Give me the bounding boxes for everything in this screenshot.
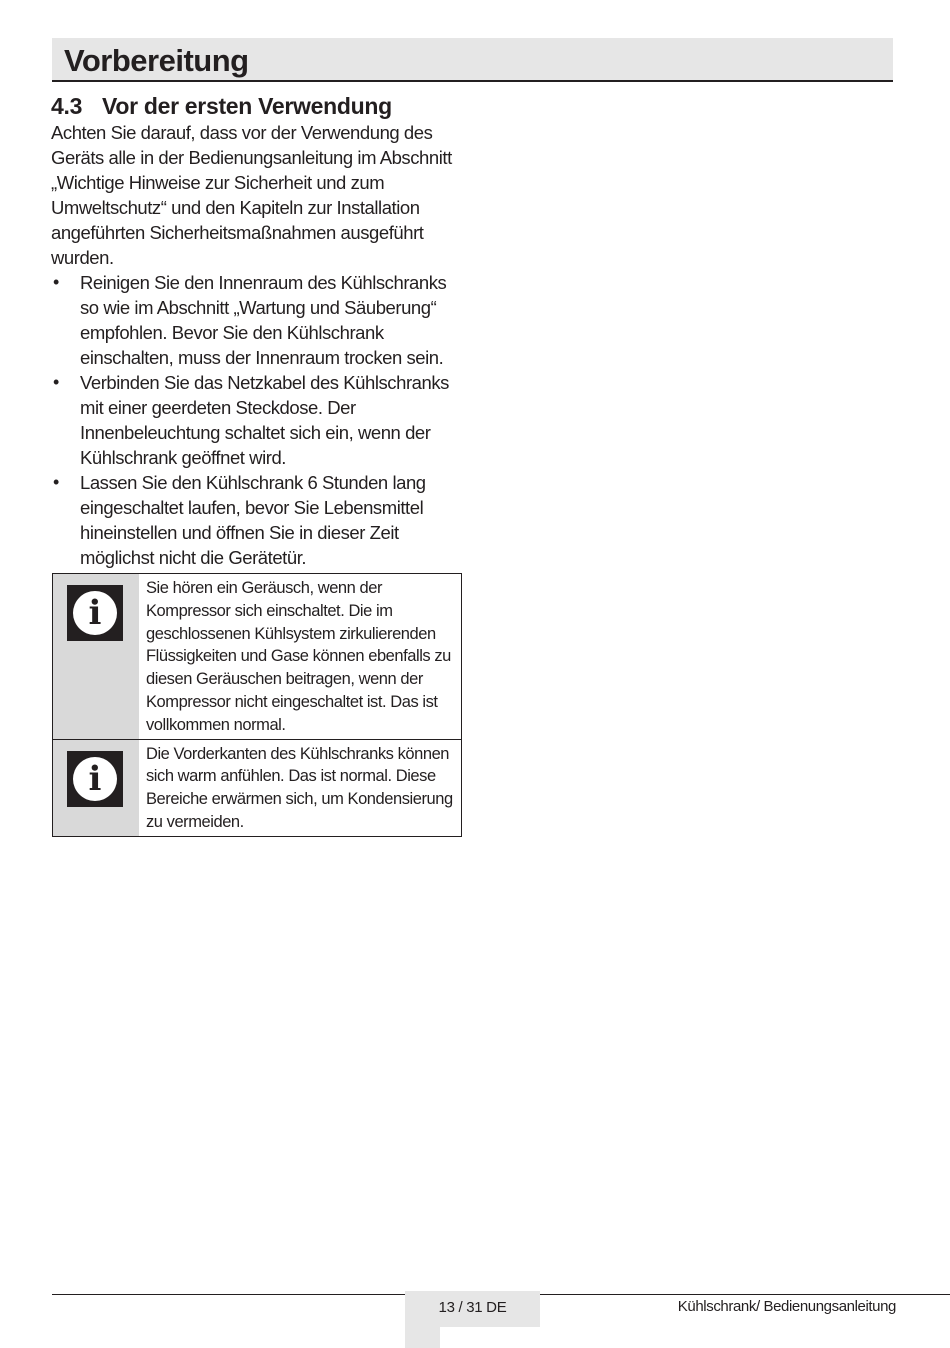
chapter-header bbox=[52, 38, 893, 82]
note-row bbox=[53, 574, 461, 739]
notes-table bbox=[52, 573, 462, 837]
intro-paragraph: Achten Sie darauf, dass vor der Verwendung des Geräts alle in der Bedienungsanleitung im Abschnitt „Wichtige Hinweise zur Sicherheit und zum Umweltschutz“ und den Kapiteln zur Installation angeführten Sicherheitsmaßnahmen ausgeführt wurden. bbox=[51, 122, 452, 268]
note-icon-cell bbox=[53, 574, 139, 739]
page-number: 13 / 31 DE bbox=[438, 1299, 507, 1316]
note-text: Die Vorderkanten des Kühlschranks können sich warm anfühlen. Das ist normal. Diese Bereiche erwärmen sich, um Kondensierung zu vermeiden. bbox=[146, 744, 453, 831]
bullet-text: Verbinden Sie das Netzkabel des Kühlschranks mit einer geerdeten Steckdose. Der Innenbeleuchtung schaltet sich ein, wenn der Kühlschrank geöffnet wird. bbox=[80, 372, 449, 468]
bullet-list bbox=[51, 270, 463, 570]
list-item bbox=[51, 270, 463, 370]
section-title: Vor der ersten Verwendung bbox=[102, 93, 392, 119]
bullet-icon: • bbox=[53, 272, 59, 292]
bullet-text: Reinigen Sie den Innenraum des Kühlschranks so wie im Abschnitt „Wartung und Säuberung“ empfohlen. Bevor Sie den Kühlschrank einschalten, muss der Innenraum trocken sein. bbox=[80, 272, 447, 368]
footer-document-title: Kühlschrank/ Bedienungsanleitung bbox=[677, 1298, 896, 1315]
bullet-icon: • bbox=[53, 472, 59, 492]
page-tab bbox=[405, 1327, 440, 1348]
bullet-icon: • bbox=[53, 372, 59, 392]
note-text: Sie hören ein Geräusch, wenn der Kompressor sich einschaltet. Die im geschlossenen Kühlsystem zirkulierenden Flüssigkeiten und Gase können ebenfalls zu diesen Geräuschen beitragen, wenn der Kompressor nicht eingeschaltet ist. Das ist vollkommen normal. bbox=[146, 579, 451, 734]
note-icon-cell bbox=[53, 740, 139, 836]
bullet-text: Lassen Sie den Kühlschrank 6 Stunden lang eingeschaltet laufen, bevor Sie Lebensmittel hineinstellen und öffnen Sie in dieser Zeit möglichst nicht die Gerätetür. bbox=[80, 472, 426, 568]
note-row bbox=[53, 739, 461, 836]
main-content bbox=[51, 93, 463, 570]
list-item bbox=[51, 370, 463, 470]
info-icon: i bbox=[67, 751, 123, 807]
chapter-title: Vorbereitung bbox=[64, 43, 249, 78]
list-item bbox=[51, 470, 463, 570]
section-heading bbox=[51, 93, 463, 120]
info-icon: i bbox=[67, 585, 123, 641]
section-number: 4.3 bbox=[51, 93, 83, 119]
